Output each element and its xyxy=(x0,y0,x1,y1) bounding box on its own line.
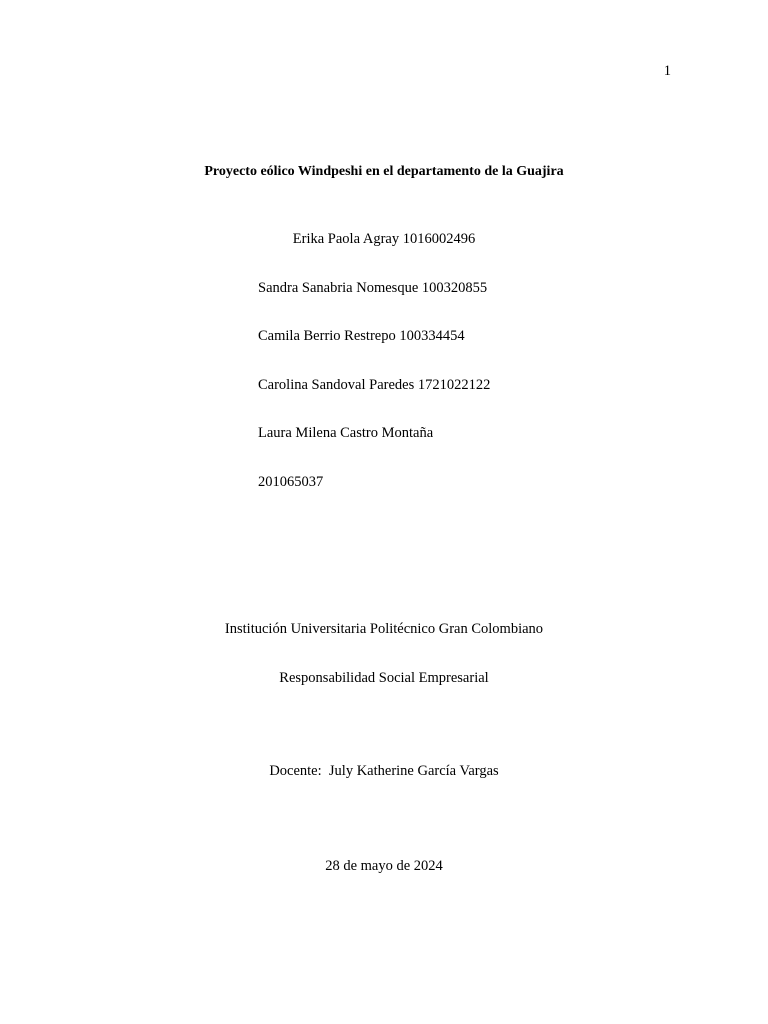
author-1: Erika Paola Agray 1016002496 xyxy=(292,231,476,247)
institution: Institución Universitaria Politécnico Gran Colombiano xyxy=(224,621,544,637)
document-title: Proyecto eólico Windpeshi en el departamento de la Guajira xyxy=(204,164,564,179)
author-3: Camila Berrio Restrepo 100334454 xyxy=(258,328,465,344)
page-number: 1 xyxy=(663,63,671,79)
author-2: Sandra Sanabria Nomesque 100320855 xyxy=(258,280,488,296)
author-5-id: 201065037 xyxy=(258,474,324,490)
author-4: Carolina Sandoval Paredes 1721022122 xyxy=(258,377,491,393)
document-date: 28 de mayo de 2024 xyxy=(325,858,443,874)
author-5: Laura Milena Castro Montaña xyxy=(258,425,434,441)
course-name: Responsabilidad Social Empresarial xyxy=(279,670,489,686)
teacher: Docente: July Katherine García Vargas xyxy=(269,763,499,779)
